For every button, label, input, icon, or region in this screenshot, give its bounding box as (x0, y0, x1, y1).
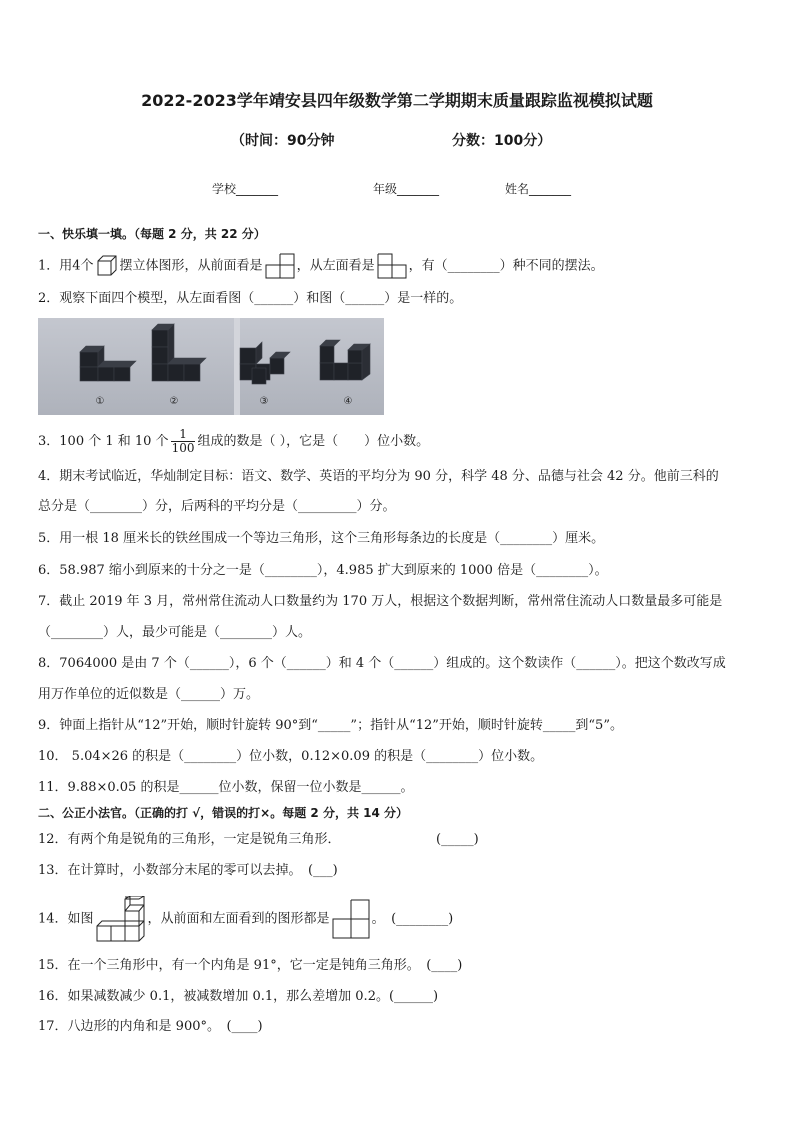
question-7-line-2: （________）人，最少可能是（________）人。 (38, 625, 312, 640)
question-11: 11．9.88×0.05 的积是______位小数，保留一位小数是______。 (38, 780, 414, 795)
view-shape-icon (332, 899, 370, 939)
model-label-2: ② (169, 396, 179, 407)
question-14: 14．如图 ，从前面和左面看到的图形都是 。 (________) (38, 896, 453, 943)
model-label-1: ① (95, 396, 105, 407)
question-1: 1．用4个 摆立体图形，从前面看是 ，从左面看是 ，有（________）种不同的摆法。 (38, 253, 604, 279)
question-6: 6．58.987 缩小到原来的十分之一是（________），4.985 扩大到原来的 1000 倍是（________）。 (38, 563, 608, 578)
question-17: 17．八边形的内角和是 900°。 (____) (38, 1019, 263, 1034)
question-9: 9．钟面上指针从“12”开始，顺时针旋转 90°到“_____”；指针从“12”开始，顺时针旋转_____到“5”。 (38, 718, 623, 733)
question-4-line-2: 总分是（________）分，后两科的平均分是（_________）分。 (38, 499, 396, 514)
exam-title: 2022-2023学年靖安县四年级数学第二学期期末质量跟踪监视模拟试题 (141, 91, 653, 110)
question-3: 3．100 个 1 和 10 个 $\frac{1}{100}$ 组成的数是（ ），它是（ ）位小数。 (38, 427, 430, 455)
exam-time: （时间：90分钟 (231, 133, 335, 149)
question-2: 2．观察下面四个模型，从左面看图（______）和图（______）是一样的。 (38, 291, 463, 306)
block-models-photo (38, 318, 384, 415)
grade-field: 年级_______ (373, 182, 440, 196)
model-label-3: ③ (259, 396, 269, 407)
name-field: 姓名_______ (505, 182, 572, 196)
section-2-heading: 二、公正小法官。（正确的打 √，错误的打×。每题 2 分，共 14 分） (38, 806, 408, 820)
section-1-heading: 一、快乐填一填。（每题 2 分，共 22 分） (38, 227, 266, 241)
question-4-line-1: 4．期末考试临近，华灿制定目标：语文、数学、英语的平均分为 90 分，科学 48 分、品德与社会 42 分。他前三科的 (38, 469, 719, 484)
exam-score: 分数：100分） (452, 133, 552, 149)
question-8-line-2: 用万作单位的近似数是（______）万。 (38, 687, 260, 702)
question-12: 12．有两个角是锐角的三角形，一定是锐角三角形． (38, 832, 341, 847)
cube-icon (96, 255, 118, 277)
question-8-line-1: 8．7064000 是由 7 个（______），6 个（______）和 4 个（______）组成的。这个数读作（______）。把这个数改写成 (38, 656, 726, 671)
fraction-1-100: $\frac{1}{100}$ (171, 427, 195, 455)
question-13: 13．在计算时，小数部分末尾的零可以去掉。 (___) (38, 863, 338, 878)
question-10: 10． 5.04×26 的积是（________）位小数，0.12×0.09 的积是（________）位小数。 (38, 749, 544, 764)
question-16: 16．如果减数减少 0.1，被减数增加 0.1，那么差增加 0.2。(______) (38, 989, 439, 1004)
school-field: 学校_______ (212, 182, 279, 196)
question-15: 15．在一个三角形中，有一个内角是 91°，它一定是钝角三角形。 (____) (38, 958, 463, 973)
cube-stack-icon (96, 896, 146, 942)
model-label-4: ④ (343, 396, 353, 407)
left-view-icon (377, 253, 407, 279)
question-5: 5．用一根 18 厘米长的铁丝围成一个等边三角形，这个三角形每条边的长度是（________）厘米。 (38, 531, 605, 546)
question-7-line-1: 7．截止 2019 年 3 月，常州常住流动人口数量约为 170 万人，根据这个数据判断，常州常住流动人口数量最多可能是 (38, 594, 723, 609)
block-models-image (38, 318, 384, 415)
front-view-icon (265, 253, 295, 279)
question-12-answer: (_____) (436, 832, 479, 847)
